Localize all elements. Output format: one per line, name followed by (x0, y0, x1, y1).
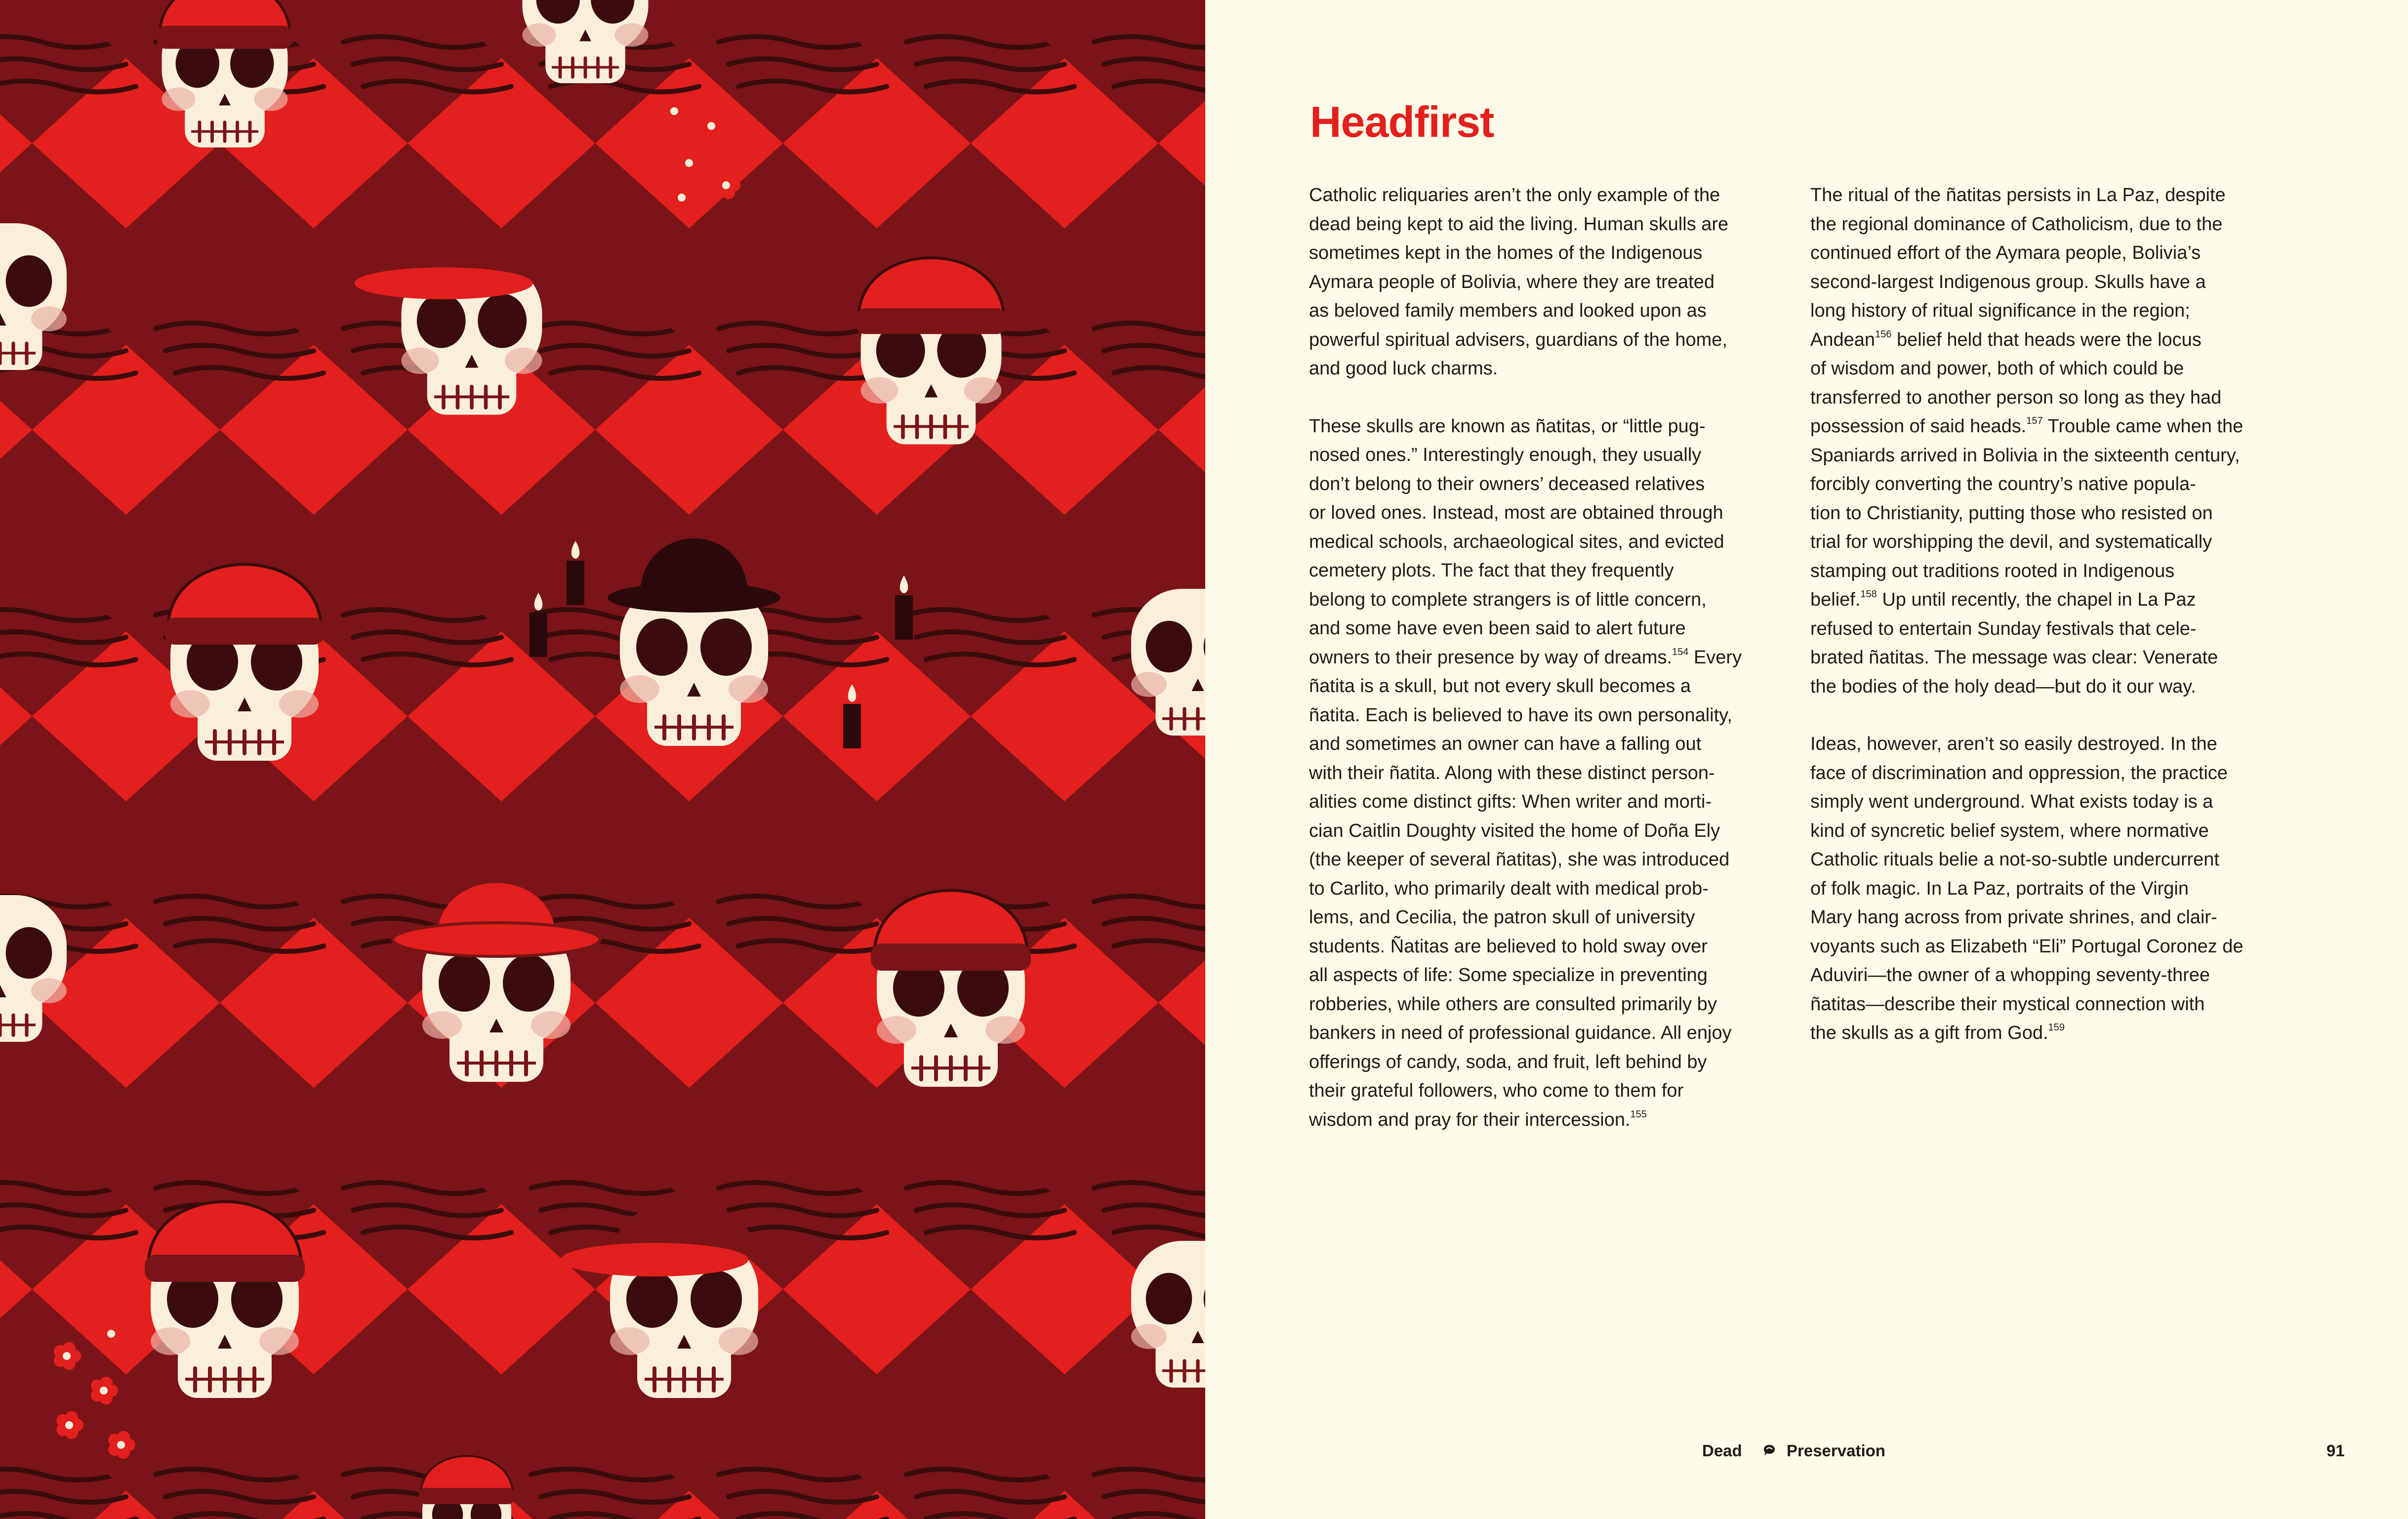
text-run: and good luck charms. (1309, 358, 1498, 379)
text-run: simply went underground. What exists today is a (1810, 791, 2213, 812)
text-run: robberies, while others are consulted primarily by (1309, 993, 1717, 1015)
text-line (1309, 1019, 1783, 1048)
text-line (1309, 932, 1783, 961)
text-run: Ideas, however, aren’t so easily destroyed. In the (1810, 734, 2217, 754)
text-line (1810, 326, 2285, 355)
text-run: possession of said heads. (1810, 416, 2027, 437)
text-run: Spaniards arrived in Bolivia in the sixteenth century, (1810, 445, 2240, 466)
text-line (1810, 528, 2285, 557)
text-run: belief. (1810, 589, 1861, 610)
footnote-marker: 154 (1672, 646, 1689, 657)
footnote-marker: 159 (2048, 1022, 2065, 1033)
text-line (1309, 1076, 1783, 1106)
text-run: refused to entertain Sunday festivals that cele- (1810, 618, 2197, 639)
text-column-right (1810, 181, 2285, 1076)
text-run: with their ñatita. Along with these distinct person- (1309, 762, 1715, 783)
text-line (1810, 557, 2285, 586)
text-line (1309, 874, 1783, 903)
text-run: all aspects of life: Some specialize in preventing (1309, 965, 1708, 985)
text-line (1309, 643, 1783, 672)
text-line (1309, 672, 1783, 701)
text-line (1810, 412, 2285, 441)
text-run: continued effort of the Aymara people, Bolivia’s (1810, 243, 2201, 263)
text-run: as beloved family members and looked upon as (1309, 300, 1707, 321)
text-line (1810, 903, 2285, 932)
text-run: cemetery plots. The fact that they frequently (1309, 560, 1674, 581)
text-run: of wisdom and power, both of which could be (1810, 358, 2184, 379)
text-line (1309, 528, 1783, 557)
text-line (1810, 181, 2285, 210)
text-line (1810, 383, 2285, 412)
text-run: nosed ones.” Interestingly enough, they usually (1309, 445, 1702, 465)
text-line (1309, 961, 1783, 990)
text-run: ñatita. Each is believed to have its own personality, (1309, 704, 1732, 726)
text-run: brated ñatitas. The message was clear: Venerate (1810, 647, 2218, 668)
text-run: of folk magic. In La Paz, portraits of the Virgin (1810, 878, 2189, 899)
text-run: ñatita is a skull, but not every skull becomes a (1309, 676, 1691, 697)
text-run: These skulls are known as ñatitas, or “little pug- (1309, 415, 1706, 437)
text-line (1810, 672, 2285, 701)
footnote-marker: 156 (1875, 328, 1892, 340)
text-run: wisdom and pray for their intercession. (1309, 1109, 1631, 1130)
text-run: the bodies of the holy dead—but do it our way. (1810, 676, 2196, 697)
text-run: the skulls as a gift from God. (1810, 1023, 2048, 1043)
text-run: alities come distinct gifts: When writer and morti- (1309, 791, 1712, 812)
text-line (1309, 470, 1783, 499)
text-run: sometimes kept in the homes of the Indigenous (1309, 243, 1703, 263)
text-run: and sometimes an owner can have a falling out (1309, 734, 1702, 754)
text-line (1309, 1048, 1783, 1077)
text-line (1309, 701, 1783, 730)
text-run: ñatitas—describe their mystical connection with (1810, 993, 2205, 1015)
text-line (1309, 1106, 1783, 1135)
page-number: 91 (2326, 1441, 2345, 1460)
text-line (1309, 268, 1783, 297)
text-line (1810, 730, 2285, 759)
body-paragraph (1810, 730, 2285, 1048)
text-line (1810, 239, 2285, 268)
text-run: medical schools, archaeological sites, and evicted (1309, 531, 1724, 552)
text-run: face of discrimination and oppression, the practice (1810, 762, 2228, 783)
speech-bubble-icon (1762, 1443, 1776, 1457)
body-paragraph (1309, 181, 1783, 383)
page-title: Headfirst (1310, 97, 1494, 146)
text-line (1810, 845, 2285, 874)
text-run: their grateful followers, who come to them for (1309, 1080, 1684, 1101)
body-paragraph (1810, 181, 2285, 701)
text-run: Up until recently, the chapel in La Paz (1877, 589, 2196, 610)
text-run: don’t belong to their owners’ deceased relatives (1309, 473, 1705, 494)
text-run: the regional dominance of Catholicism, due to the (1810, 213, 2223, 235)
text-run: Mary hang across from private shrines, and clair- (1810, 907, 2217, 928)
text-line (1810, 268, 2285, 297)
text-line (1810, 817, 2285, 846)
text-line (1309, 990, 1783, 1019)
text-run: Catholic rituals belie a not-so-subtle undercurrent (1810, 849, 2219, 870)
text-line (1810, 643, 2285, 672)
text-line (1309, 614, 1783, 643)
text-run: dead being kept to aid the living. Human skulls are (1309, 213, 1729, 235)
text-line (1309, 498, 1783, 528)
text-line (1810, 961, 2285, 990)
text-line (1309, 296, 1783, 326)
footnote-marker: 157 (2026, 415, 2043, 426)
text-line (1309, 239, 1783, 268)
running-head-chapter: Preservation (1787, 1441, 1885, 1460)
text-run: Trouble came when the (2042, 416, 2244, 437)
text-line (1309, 585, 1783, 615)
text-column-left (1309, 181, 1783, 1163)
text-line (1309, 326, 1783, 355)
text-run: to Carlito, who primarily dealt with medical prob- (1309, 878, 1709, 899)
text-line (1309, 556, 1783, 585)
text-line (1810, 787, 2285, 817)
text-run: bankers in need of professional guidance. All enjoy (1309, 1023, 1732, 1043)
text-line (1309, 354, 1783, 383)
text-line (1810, 990, 2285, 1019)
text-run: belief held that heads were the locus (1891, 329, 2202, 350)
text-run: Aymara people of Bolivia, where they are treated (1309, 271, 1714, 292)
text-run: long history of ritual significance in the region; (1810, 300, 2190, 321)
text-line (1309, 210, 1783, 239)
text-run: kind of syncretic belief system, where normative (1810, 820, 2209, 841)
text-run: second-largest Indigenous group. Skulls have a (1810, 271, 2206, 292)
text-line (1810, 210, 2285, 239)
text-run: voyants such as Elizabeth “Eli” Portugal Coronez de (1810, 936, 2244, 957)
text-line (1810, 759, 2285, 788)
text-line (1810, 499, 2285, 528)
text-run: tion to Christianity, putting those who resisted on (1810, 502, 2213, 524)
text-run: belong to complete strangers is of little concern, (1309, 589, 1707, 610)
text-line (1309, 817, 1783, 846)
text-run: Aduviri—the owner of a whopping seventy-three (1810, 965, 2210, 985)
text-run: (the keeper of several ñatitas), she was introduced (1309, 849, 1730, 870)
footnote-marker: 155 (1630, 1108, 1647, 1120)
text-line (1309, 787, 1783, 817)
text-run: owners to their presence by way of dreams. (1309, 647, 1673, 668)
text-line (1810, 296, 2285, 326)
text-run: offerings of candy, soda, and fruit, left behind by (1309, 1051, 1707, 1072)
text-run: or loved ones. Instead, most are obtained through (1309, 502, 1723, 523)
running-head-section: Dead (1702, 1441, 1742, 1460)
text-line (1810, 470, 2285, 499)
text-line (1810, 354, 2285, 383)
text-run: forcibly converting the country’s native popula- (1810, 474, 2196, 494)
body-paragraph (1309, 412, 1783, 1135)
text-run: cian Caitlin Doughty visited the home of Doña Ely (1309, 820, 1720, 841)
text-run: Catholic reliquaries aren’t the only example of the (1309, 185, 1720, 205)
text-run: powerful spiritual advisers, guardians of the home, (1309, 329, 1728, 350)
text-line (1810, 441, 2285, 470)
text-run: transferred to another person so long as they had (1810, 387, 2222, 408)
text-line (1309, 412, 1783, 441)
text-line (1810, 932, 2285, 961)
text-run: lems, and Cecilia, the patron skull of university (1309, 907, 1695, 928)
text-run: The ritual of the ñatitas persists in La Paz, despite (1810, 185, 2226, 205)
text-line (1309, 845, 1783, 874)
text-line (1309, 441, 1783, 470)
text-run: Andean (1810, 329, 1876, 350)
text-page (1205, 0, 2408, 1519)
text-line (1309, 903, 1783, 932)
text-line (1309, 759, 1783, 788)
text-run: Every (1688, 647, 1742, 668)
text-line (1309, 730, 1783, 759)
text-line (1810, 1019, 2285, 1048)
text-line (1309, 181, 1783, 210)
text-line (1810, 615, 2285, 644)
text-run: students. Ñatitas are believed to hold sway over (1309, 936, 1708, 957)
footnote-marker: 158 (1860, 589, 1877, 600)
text-run: and some have even been said to alert future (1309, 618, 1686, 639)
text-run: stamping out traditions rooted in Indigenous (1810, 560, 2175, 581)
text-line (1810, 874, 2285, 903)
text-run: trial for worshipping the devil, and systematically (1810, 532, 2212, 552)
text-line (1810, 585, 2285, 615)
